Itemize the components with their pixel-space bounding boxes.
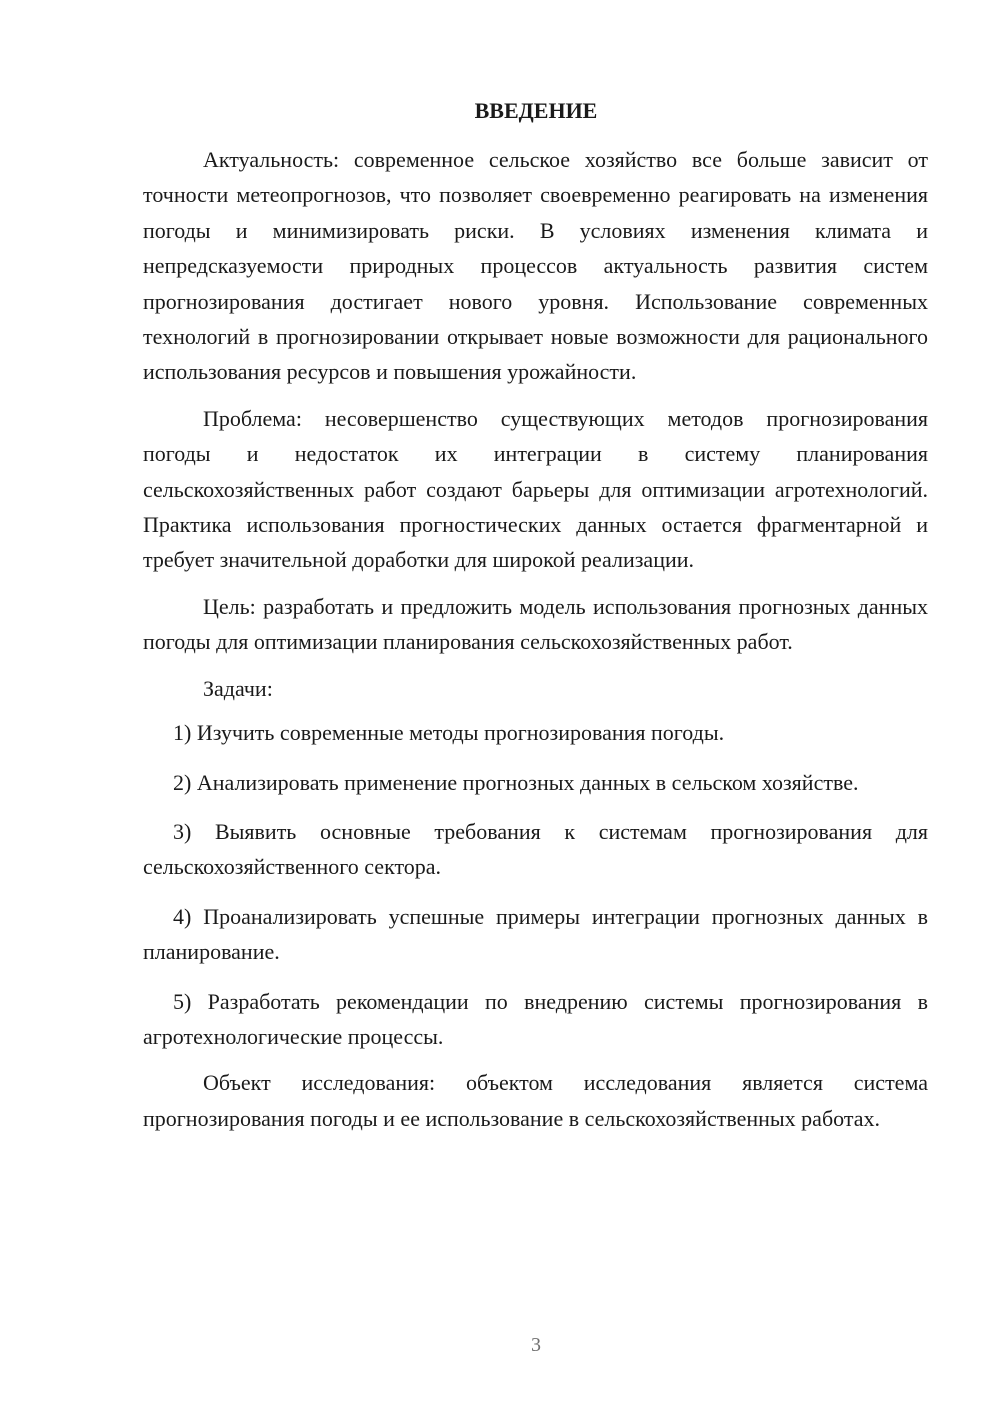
task-item: 1) Изучить современные методы прогнозирования погоды. xyxy=(173,720,725,746)
task-item: 4) Проанализировать успешные примеры интеграции прогнозных данных в планирование. xyxy=(143,903,928,965)
page-number: 3 xyxy=(531,1334,541,1356)
problem-paragraph: Проблема: несовершенство существующих методов прогнозирования погоды и недостаток их интеграции в систему планирования сельскохозяйственных работ создают барьеры для оптимизации агротехнологий. Практика использования прогностических данных остается фрагментарной и требует значительной доработки для широкой реализации. xyxy=(143,405,928,573)
tasks-label: Задачи: xyxy=(203,675,273,701)
task-item: 2) Анализировать применение прогнозных данных в сельском хозяйстве. xyxy=(173,769,859,795)
goal-paragraph: Цель: разработать и предложить модель использования прогнозных данных погоды для оптимизации планирования сельскохозяйственных работ. xyxy=(143,593,928,655)
task-item: 5) Разработать рекомендации по внедрению системы прогнозирования в агротехнологические процессы. xyxy=(143,988,928,1049)
section-heading: ВВЕДЕНИЕ xyxy=(474,98,598,123)
task-item: 3) Выявить основные требования к системам прогнозирования для сельскохозяйственного сектора. xyxy=(143,818,928,880)
relevance-paragraph: Актуальность: современное сельское хозяйство все больше зависит от точности метеопрогнозов, что позволяет своевременно реагировать на изменения погоды и минимизировать риски. В условиях изменения климата и непредсказуемости природных процессов актуальность развития систем прогнозирования достигает нового уровня. Использование современных технологий в прогнозировании открывает новые возможности для рационального использования ресурсов и повышения урожайности. xyxy=(143,147,928,385)
object-paragraph: Объект исследования: объектом исследования является система прогнозирования погоды и ее использование в сельскохозяйственных работах. xyxy=(143,1070,928,1131)
document-body xyxy=(143,142,928,1136)
